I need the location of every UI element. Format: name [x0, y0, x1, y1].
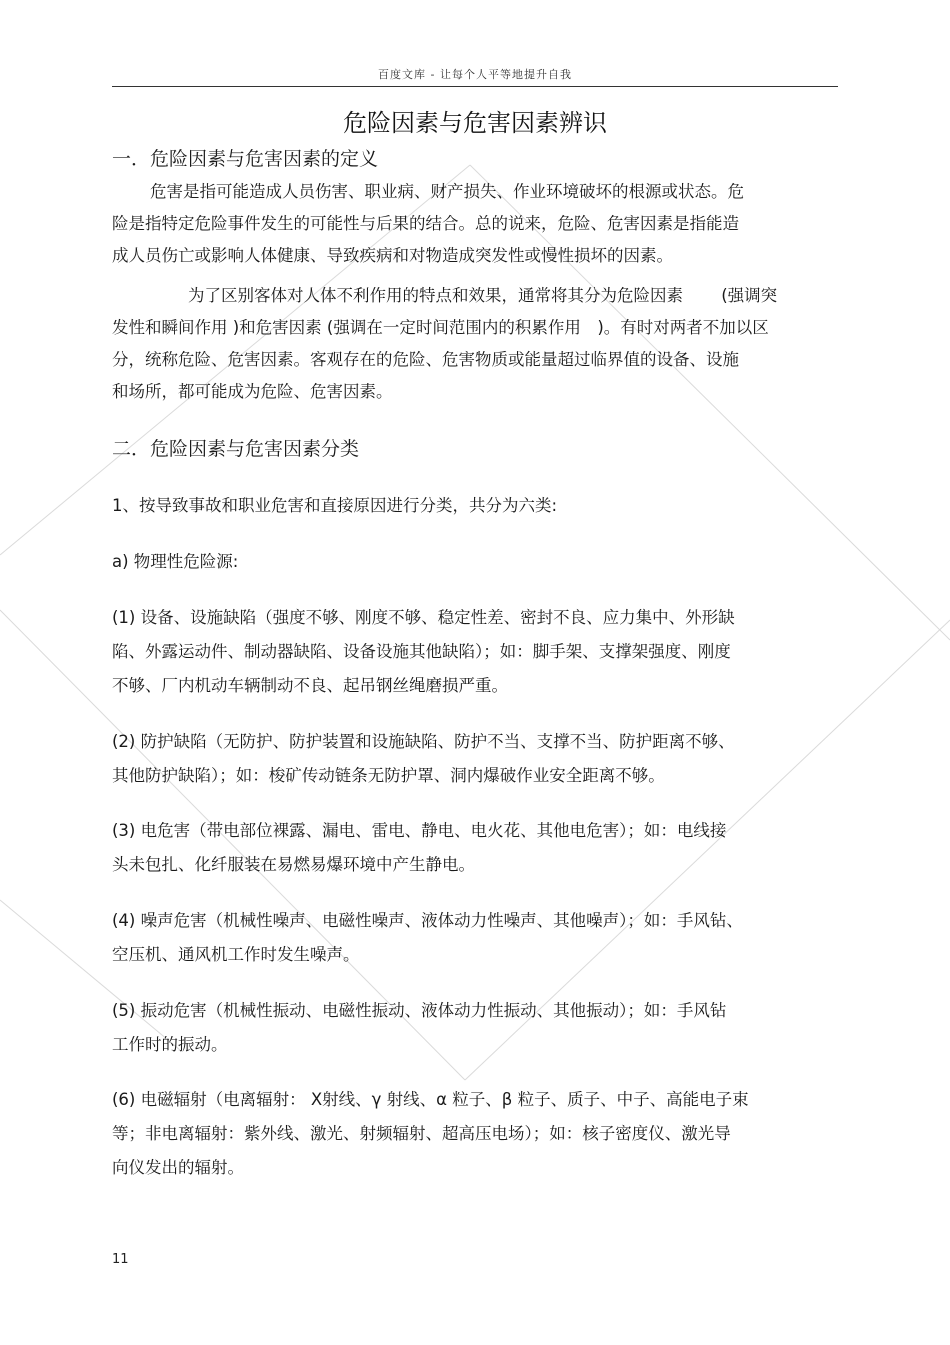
paragraph-line: 发性和瞬间作用 )和危害因素 (强调在一定时间范围内的积累作用 )。有时对两者不加以区 — [112, 318, 769, 337]
classification-intro — [112, 490, 832, 522]
paragraph-line: 和场所，都可能成为危险、危害因素。 — [112, 382, 393, 401]
hazard-item-6 — [112, 1083, 832, 1185]
subheading-physical-hazards — [112, 546, 832, 578]
section-heading-definition: 一．危险因素与危害因素的定义 — [112, 148, 379, 170]
paragraph-line: 险是指特定危险事件发生的可能性与后果的结合。总的说来，危险、危害因素是指能造 — [112, 214, 739, 233]
paragraph-line: 其他防护缺陷）；如：梭矿传动链条无防护罩、洞内爆破作业安全距离不够。 — [112, 766, 665, 785]
paragraph-line: 工作时的振动。 — [112, 1035, 228, 1054]
hazard-item-1 — [112, 601, 832, 703]
hazard-item-2 — [112, 725, 832, 793]
paragraph-line: (3) 电危害（带电部位裸露、漏电、雷电、静电、电火花、其他电危害）；如：电线接 — [112, 821, 727, 840]
paragraph-line: (1) 设备、设施缺陷（强度不够、刚度不够、稳定性差、密封不良、应力集中、外形缺 — [112, 608, 735, 627]
page-number: 11 — [112, 1252, 129, 1267]
paragraph-line: 空压机、通风机工作时发生噪声。 — [112, 945, 360, 964]
paragraph-line: 分，统称危险、危害因素。客观存在的危险、危害物质或能量超过临界值的设备、设施 — [112, 350, 739, 369]
paragraph-line: 危害是指可能造成人员伤害、职业病、财产损失、作业环境破坏的根源或状态。危 — [150, 182, 744, 201]
hazard-item-5 — [112, 994, 832, 1062]
paragraph-line: 成人员伤亡或影响人体健康、导致疾病和对物造成突发性或慢性损坏的因素。 — [112, 246, 673, 265]
definition-paragraph-1 — [112, 176, 832, 272]
paragraph-line: 为了区别客体对人体不利作用的特点和效果，通常将其分为危险因素 (强调突 — [188, 286, 778, 305]
paragraph-line: 头未包扎、化纤服装在易燃易爆环境中产生静电。 — [112, 855, 475, 874]
paragraph-line: 不够、厂内机动车辆制动不良、起吊钢丝绳磨损严重。 — [112, 676, 508, 695]
paragraph-line: 陷、外露运动件、制动器缺陷、设备设施其他缺陷）；如：脚手架、支撑架强度、刚度 — [112, 642, 731, 661]
document-title: 危险因素与危害因素辨识 — [343, 109, 607, 137]
paragraph-line: a) 物理性危险源: — [112, 552, 239, 571]
section-heading-classification: 二．危险因素与危害因素分类 — [112, 438, 360, 460]
paragraph-line: (5) 振动危害（机械性振动、电磁性振动、液体动力性振动、其他振动）；如：手风钻 — [112, 1001, 727, 1020]
paragraph-line: (6) 电磁辐射（电离辐射： X射线、γ 射线、α 粒子、β 粒子、质子、中子、高能电子束 — [112, 1090, 749, 1109]
hazard-item-4 — [112, 904, 832, 972]
paragraph-line: 向仪发出的辐射。 — [112, 1158, 244, 1177]
paragraph-line: 1、按导致事故和职业危害和直接原因进行分类，共分为六类: — [112, 496, 558, 515]
page-header: 百度文库 - 让每个人平等地提升自我 — [378, 68, 572, 81]
definition-paragraph-2 — [112, 280, 832, 408]
hazard-item-3 — [112, 814, 832, 882]
header-rule — [112, 86, 838, 87]
paragraph-line: 等；非电离辐射：紫外线、激光、射频辐射、超高压电场）；如：核子密度仪、激光导 — [112, 1124, 731, 1143]
paragraph-line: (2) 防护缺陷（无防护、防护装置和设施缺陷、防护不当、支撑不当、防护距离不够、 — [112, 732, 735, 751]
paragraph-line: (4) 噪声危害（机械性噪声、电磁性噪声、液体动力性噪声、其他噪声）；如：手风钻、 — [112, 911, 743, 930]
